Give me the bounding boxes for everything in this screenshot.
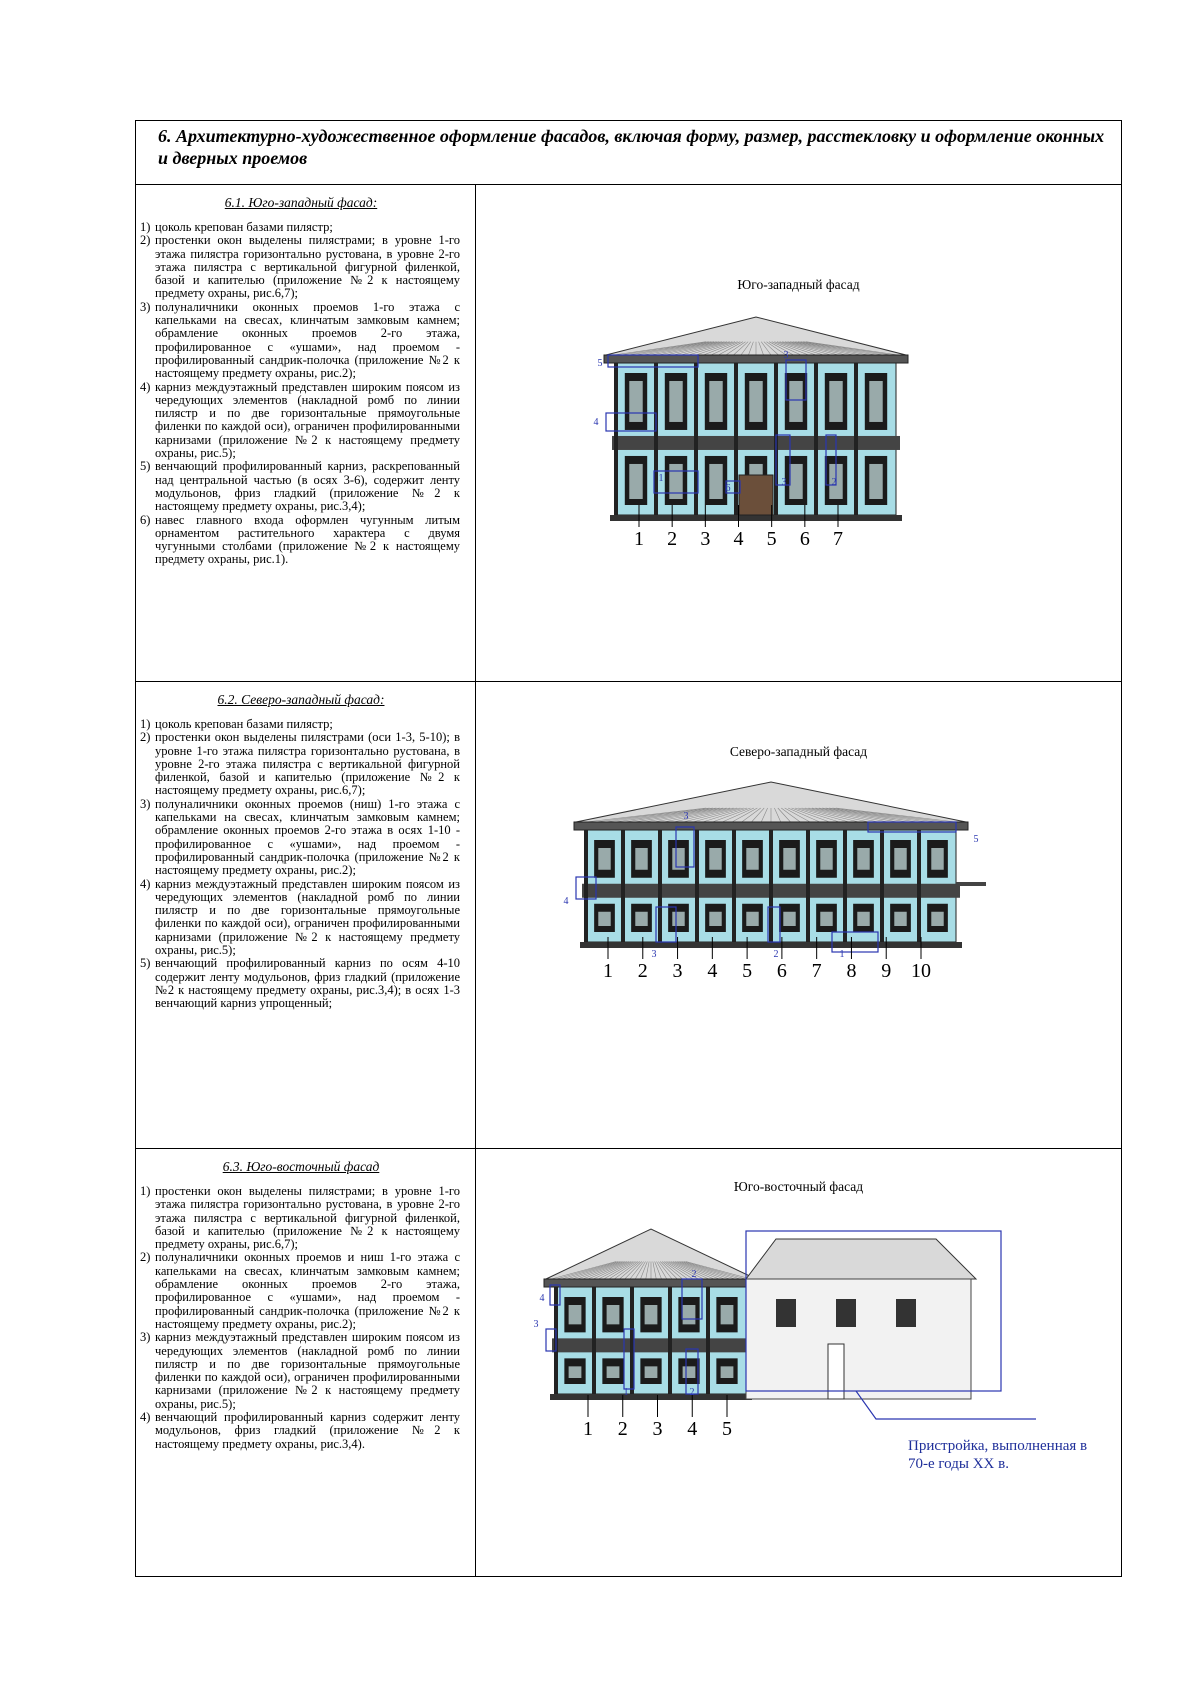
- window-glass: [820, 912, 832, 926]
- axis-label: 2: [667, 528, 678, 550]
- requirements-list: [142, 718, 460, 1011]
- axis-label: 1: [634, 528, 644, 550]
- facade-drawing-panel: [476, 185, 1121, 681]
- window-glass: [894, 912, 906, 926]
- pilaster: [880, 830, 884, 942]
- annex-window: [896, 1299, 916, 1327]
- axis-label: 8: [846, 960, 857, 982]
- window-glass: [629, 381, 642, 422]
- facade-drawing-south-west: [476, 185, 1121, 682]
- annex-note-line: 70-е годы XX в.: [908, 1456, 1009, 1472]
- window-glass: [857, 912, 869, 926]
- window-glass: [931, 848, 943, 870]
- annex-note-line: Пристройка, выполненная в: [908, 1438, 1088, 1454]
- callout-label: 4: [563, 896, 569, 907]
- annex-roof: [746, 1239, 976, 1279]
- list-item: [142, 798, 460, 878]
- drawing-title: Юго-восточный фасад: [733, 1179, 864, 1194]
- pilaster: [732, 830, 736, 942]
- list-item: [142, 1185, 460, 1251]
- entrance-door: [739, 475, 773, 515]
- window-glass: [672, 912, 684, 926]
- window-glass: [569, 1305, 582, 1324]
- callout-label: 2: [831, 477, 837, 488]
- callout-label: 1: [839, 949, 845, 960]
- list-item-text: простенки окон выделены пилястрами (оси 1-3, 5-10); в уровне 1-го этажа пилястра горизонтально рустована, в уровне 2-го этажа пилястра с вертикальной фигурной филенкой, базой и капителью (приложение №2 к настоящему предмету охраны, рис.6,7);: [155, 730, 460, 798]
- window-glass: [607, 1366, 620, 1378]
- section-text: [136, 1149, 476, 1576]
- window-glass: [629, 464, 642, 499]
- window-glass: [669, 381, 682, 422]
- list-item: [142, 718, 460, 731]
- pilaster: [806, 830, 810, 942]
- callout-label: 4: [539, 1293, 545, 1304]
- section-north-west: [136, 682, 1121, 1149]
- list-item-number: 1): [140, 717, 151, 731]
- belt-cornice: [552, 1338, 750, 1352]
- window-glass: [857, 848, 869, 870]
- section-title: 6.1. Юго-западный фасад:: [224, 195, 378, 210]
- window-glass: [783, 848, 795, 870]
- callout-label: 3: [533, 1319, 539, 1330]
- list-item: [142, 460, 460, 513]
- annex-window: [836, 1299, 856, 1327]
- list-item: [142, 957, 460, 1010]
- window-glass: [746, 848, 758, 870]
- section-title: 6.3. Юго-восточный фасад: [222, 1159, 380, 1174]
- list-item-number: 2): [140, 1250, 151, 1265]
- list-item-text: карниз междуэтажный представлен широким поясом из чередующих элементов (накладной ромб по линии пилястр и по две горизонтальные прямоугольные филенки по каждой оси), ограничен профилированными карнизами (приложение №2 к настоящему предмету охраны, рис.5);: [155, 1330, 460, 1411]
- callout-label: 2: [691, 1269, 697, 1280]
- callout-label: 3: [783, 350, 789, 361]
- window-glass: [709, 912, 721, 926]
- axis-label: 2: [617, 1418, 628, 1440]
- axis-label: 7: [833, 528, 843, 550]
- annex-wall: [746, 1279, 971, 1399]
- crown-cornice: [604, 355, 908, 363]
- window-glass: [869, 464, 882, 499]
- list-item-text: венчающий профилированный карниз содержит ленту модульонов, фриз гладкий (приложение №2 к настоящему предмету охраны, рис.3,4).: [155, 1410, 460, 1451]
- list-item-text: карниз междуэтажный представлен широким поясом из чередующих элементов (накладной ромб по линии пилястр и по две горизонтальные прямоугольные филенки по каждой оси), ограничен профилированными карнизами (приложение №2 к настоящему предмету охраны, рис.5);: [155, 876, 460, 958]
- list-item-number: 3): [140, 299, 151, 314]
- list-item: [142, 301, 460, 381]
- pilaster: [854, 363, 858, 515]
- pilaster: [668, 1287, 672, 1394]
- document-frame: [135, 120, 1122, 1577]
- pilaster: [584, 830, 588, 942]
- axis-label: 6: [799, 528, 810, 550]
- pilaster: [621, 830, 625, 942]
- callout-label: 1: [623, 1387, 629, 1398]
- window-glass: [569, 1366, 582, 1378]
- list-item-text: простенки окон выделены пилястрами; в уровне 1-го этажа пилястра горизонтально рустована, в уровне 2-го этажа пилястра с вертикальной фигурной филенкой, базой и капителью (приложение №2 к настоящему предмету охраны, рис.6,7);: [155, 1184, 460, 1252]
- annex-window: [776, 1299, 796, 1327]
- pilaster: [658, 830, 662, 942]
- axis-label: 5: [722, 1418, 732, 1440]
- pilaster: [706, 1287, 710, 1394]
- window-glass: [607, 1305, 620, 1324]
- list-item: [142, 1411, 460, 1451]
- list-item: [142, 234, 460, 300]
- list-item-text: полуналичники оконных проемов и ниш 1-го этажа с капельками на свесах, клинчатым замковым камнем; обрамление оконных проемов 2-го этажа, профилированное с «ушами», над проемом - профилированный сандрик-полочка (приложение №2 к настоящему предмету охраны, рис.2);: [155, 1250, 460, 1331]
- window-glass: [683, 1305, 696, 1324]
- window-glass: [598, 912, 610, 926]
- list-item-text: венчающий профилированный карниз по осям 4-10 содержит ленту модульонов, фриз гладкий (приложение №2 к настоящему предмету охраны, рис.3,4); в осях 1-3 венчающий карниз упрощенный;: [155, 956, 460, 1011]
- pilaster: [814, 363, 818, 515]
- axis-label: 9: [881, 960, 892, 982]
- list-item-text: навес главного входа оформлен чугунным литым орнаментом растительного характера с двумя чугунными столбами (приложение №2 к настоящему предмету охраны, рис.1).: [155, 512, 460, 567]
- window-glass: [746, 912, 758, 926]
- callout-label: 3: [651, 949, 657, 960]
- section-south-west: [136, 185, 1121, 682]
- list-item-number: 4): [140, 876, 151, 891]
- facade-drawing-panel: [476, 1149, 1121, 1576]
- requirements-list: [142, 1185, 460, 1451]
- axis-label: 1: [603, 960, 613, 982]
- window-glass: [709, 464, 722, 499]
- section-south-east: [136, 1149, 1121, 1576]
- axis-label: 4: [733, 528, 744, 550]
- window-glass: [894, 848, 906, 870]
- callout-label: 4: [593, 417, 599, 428]
- window-glass: [709, 381, 722, 422]
- facade-drawing-south-east: [476, 1149, 1121, 1576]
- window-glass: [829, 381, 842, 422]
- requirements-list: [142, 221, 460, 567]
- callout-label: 5: [973, 834, 979, 845]
- plinth: [550, 1394, 752, 1400]
- pilaster: [592, 1287, 596, 1394]
- list-item-number: 4): [140, 1410, 151, 1425]
- section-text: [136, 185, 476, 681]
- list-item-text: полуналичники оконных проемов (ниш) 1-го этажа с капельками на свесах, клинчатым замковым камнем; обрамление оконных проемов 2-го этажа в осях 1-10 - профилированное с «ушами», над проемом - профилированный сандрик-полочка (приложение №2 к настоящему предмету охраны, рис.2);: [155, 796, 460, 878]
- window-glass: [789, 464, 802, 499]
- list-item: [142, 1251, 460, 1331]
- callout-label: 2: [689, 1387, 695, 1398]
- window-glass: [820, 848, 832, 870]
- axis-label: 5: [766, 528, 777, 550]
- list-item: [142, 514, 460, 567]
- window-glass: [869, 381, 882, 422]
- section-title: 6.2. Северо-западный фасад:: [217, 692, 385, 707]
- window-glass: [645, 1366, 658, 1378]
- facade-drawing-north-west: [476, 682, 1121, 1149]
- list-item: [142, 381, 460, 461]
- axis-label: 3: [652, 1418, 663, 1440]
- callout-label: 2: [773, 949, 779, 960]
- window-glass: [645, 1305, 658, 1324]
- window-glass: [635, 848, 647, 870]
- axis-label: 10: [911, 960, 931, 982]
- list-item-number: 2): [140, 233, 151, 248]
- pilaster: [614, 363, 618, 515]
- plinth: [610, 515, 902, 521]
- window-glass: [721, 1366, 734, 1378]
- callout-label: 1: [658, 473, 664, 484]
- list-item-number: 1): [140, 1184, 151, 1198]
- crown-cornice: [574, 822, 968, 830]
- section-text: [136, 682, 476, 1148]
- window-glass: [789, 381, 802, 422]
- pilaster: [843, 830, 847, 942]
- window-glass: [635, 912, 647, 926]
- list-item-text: венчающий профилированный карниз, раскрепованный над центральной частью (в осях 3-6), содержит ленту модульонов, фриз гладкий (приложение №2 к настоящему предмету охраны, рис.3,4);: [155, 459, 460, 514]
- list-item: [142, 1331, 460, 1411]
- list-item-text: цоколь крепован базами пилястр;: [155, 220, 333, 234]
- pilaster: [769, 830, 773, 942]
- window-glass: [683, 1366, 696, 1378]
- drawing-title: Северо-западный фасад: [729, 744, 868, 759]
- axis-label: 2: [637, 960, 648, 982]
- pilaster: [695, 830, 699, 942]
- axis-label: 7: [811, 960, 822, 982]
- axis-label: 1: [583, 1418, 593, 1440]
- list-item-text: цоколь крепован базами пилястр;: [155, 717, 333, 731]
- list-item-number: 4): [140, 379, 151, 394]
- annex-note: [908, 1437, 1087, 1473]
- canopy: [956, 882, 986, 886]
- window-glass: [931, 912, 943, 926]
- facade-drawing-panel: [476, 682, 1121, 1148]
- list-item-text: карниз междуэтажный представлен широким поясом из чередующих элементов (накладной ромб по линии пилястр и по две горизонтальные прямоугольные филенки по каждой оси), ограничен профилированными карнизами (приложение №2 к настоящему предмету охраны, рис.5);: [155, 379, 460, 461]
- callout-label: 3: [781, 477, 787, 488]
- window-glass: [721, 1305, 734, 1324]
- drawing-title: Юго-западный фасад: [737, 277, 860, 292]
- list-item-number: 5): [140, 956, 151, 971]
- list-item-number: 3): [140, 796, 151, 811]
- list-item-number: 5): [140, 459, 151, 474]
- plinth: [580, 942, 962, 948]
- list-item-number: 6): [140, 512, 151, 527]
- window-glass: [669, 464, 682, 499]
- list-item: [142, 731, 460, 797]
- axis-label: 4: [687, 1418, 698, 1440]
- window-glass: [709, 848, 721, 870]
- list-item-number: 2): [140, 730, 151, 745]
- pilaster: [917, 830, 921, 942]
- list-item-number: 3): [140, 1330, 151, 1345]
- callout-label: 3: [683, 811, 689, 822]
- window-glass: [749, 381, 762, 422]
- pilaster: [734, 363, 738, 515]
- list-item: [142, 221, 460, 234]
- axis-label: 3: [672, 960, 683, 982]
- axis-label: 4: [707, 960, 718, 982]
- list-item: [142, 878, 460, 958]
- window-glass: [598, 848, 610, 870]
- window-glass: [783, 912, 795, 926]
- callout-label: 5: [597, 358, 603, 369]
- axis-label: 5: [742, 960, 753, 982]
- callout-label: 6: [725, 483, 731, 494]
- list-item-text: полуналичники оконных проемов 1-го этажа с капельками на свесах, клинчатым замковым камнем; обрамление оконных проемов 2-го этажа, профилированное с «ушами», над проемом - профилированный сандрик-полочка (приложение №2 к настоящему предмету охраны, рис.2);: [155, 299, 460, 381]
- axis-label: 6: [776, 960, 787, 982]
- list-item-text: простенки окон выделены пилястрами; в уровне 1-го этажа пилястра горизонтально рустована, в уровне 2-го этажа пилястра с вертикальной фигурной филенкой, базой и капителью (приложение №2 к настоящему предмету охраны, рис.6,7);: [155, 233, 460, 301]
- crown-cornice: [544, 1279, 758, 1287]
- list-item-number: 1): [140, 220, 151, 234]
- axis-label: 3: [700, 528, 711, 550]
- page-heading: 6. Архитектурно-художественное оформление фасадов, включая форму, размер, расстекловку и оформление оконных и дверных проемов: [136, 121, 1121, 185]
